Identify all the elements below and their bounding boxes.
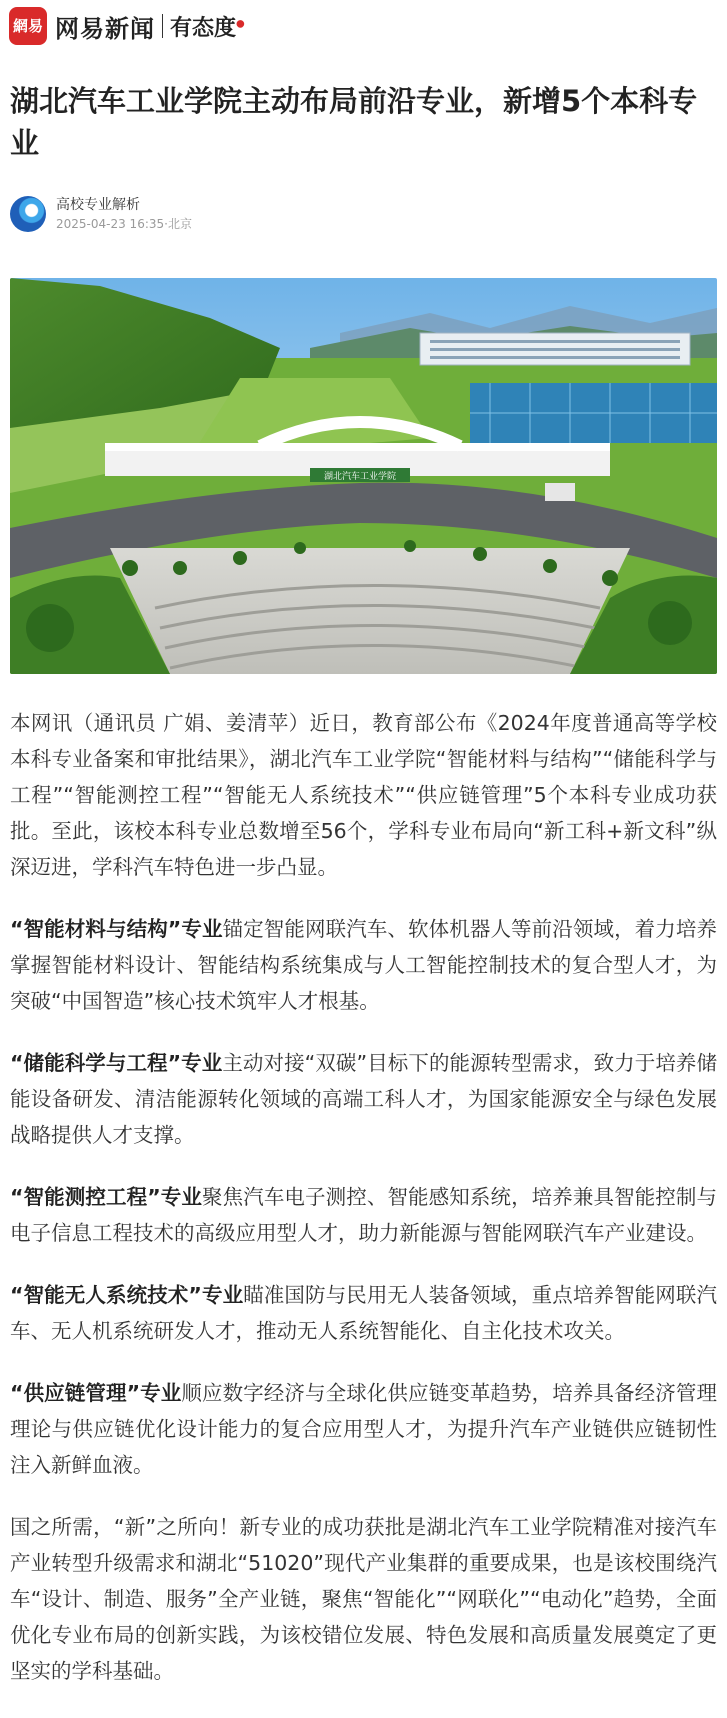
major-name: “智能测控工程”专业 bbox=[10, 1185, 202, 1209]
logo-text: 網易 bbox=[12, 16, 43, 35]
article-hero-image bbox=[10, 278, 717, 674]
major-name: “智能材料与结构”专业 bbox=[10, 917, 223, 941]
campus-aerial-photo bbox=[10, 278, 717, 674]
article-body bbox=[10, 705, 717, 1715]
paragraph-major-measurement-control: “智能测控工程”专业聚焦汽车电子测控、智能感知系统，培养兼具智能控制与电子信息工程技术的高级应用型人才，助力新能源与智能网联汽车产业建设。 bbox=[10, 1185, 718, 1245]
site-header bbox=[9, 6, 718, 46]
paragraph-major-supply-chain: “供应链管理”专业顺应数字经济与全球化供应链变革趋势，培养具备经济管理理论与供应链优化设计能力的复合应用型人才，为提升汽车产业链供应链韧性注入新鲜血液。 bbox=[10, 1381, 717, 1477]
paragraph-major-unmanned-systems: “智能无人系统技术”专业瞄准国防与民用无人装备领域，重点培养智能网联汽车、无人机系统研发人才，推动无人系统智能化、自主化技术攻关。 bbox=[10, 1283, 717, 1343]
author-avatar[interactable] bbox=[10, 196, 46, 232]
author-name[interactable]: 高校专业解析 bbox=[56, 197, 140, 213]
major-name: “储能科学与工程”专业 bbox=[10, 1051, 223, 1075]
paragraph-major-smart-materials: “智能材料与结构”专业锚定智能网联汽车、软体机器人等前沿领域，着力培养掌握智能材料设计、智能结构系统集成与人工智能控制技术的复合型人才，为突破“中国智造”核心技术筑牢人才根基。 bbox=[10, 917, 717, 1013]
brand-name[interactable]: 网易新闻 bbox=[55, 14, 155, 43]
paragraph-conclusion: 国之所需，“新”之所向！新专业的成功获批是湖北汽车工业学院精准对接汽车产业转型升级需求和湖北“51020”现代产业集群的重要成果，也是该校围绕汽车“设计、制造、服务”全产业链，聚焦“智能化”“网联化”“电动化”趋势，全面优化专业布局的创新实践，为该校错位发展、特色发展和高质量发展奠定了更坚实的学科基础。 bbox=[10, 1515, 717, 1683]
netease-logo[interactable] bbox=[9, 7, 47, 45]
brand-divider bbox=[162, 14, 163, 38]
slogan-dot-icon: ● bbox=[236, 18, 245, 30]
major-name: “智能无人系统技术”专业 bbox=[10, 1283, 244, 1307]
author-meta bbox=[56, 195, 192, 233]
author-block[interactable] bbox=[10, 193, 192, 235]
brand-slogan: 有态度● bbox=[170, 15, 245, 41]
paragraph-major-energy-storage: “储能科学与工程”专业主动对接“双碳”目标下的能源转型需求，致力于培养储能设备研发、清洁能源转化领域的高端工科人才，为国家能源安全与绿色发展战略提供人才支撑。 bbox=[10, 1051, 717, 1147]
article-title: 湖北汽车工业学院主动布局前沿专业，新增5个本科专业 bbox=[10, 84, 698, 160]
paragraph-intro: 本网讯（通讯员 广娟、姜清苹）近日，教育部公布《2024年度普通高等学校本科专业备案和审批结果》，湖北汽车工业学院“智能材料与结构”“储能科学与工程”“智能测控工程”“智能无人系统技术”“供应链管理”5个本科专业成功获批。至此，该校本科专业总数增至56个，学科专业布局向“新工科+新文科”纵深迈进，学科汽车特色进一步凸显。 bbox=[10, 711, 717, 879]
publish-time: 2025-04-23 16:35·北京 bbox=[56, 217, 192, 231]
major-name: “供应链管理”专业 bbox=[10, 1381, 182, 1405]
gate-sign-text: 湖北汽车工业学院 bbox=[323, 472, 397, 482]
